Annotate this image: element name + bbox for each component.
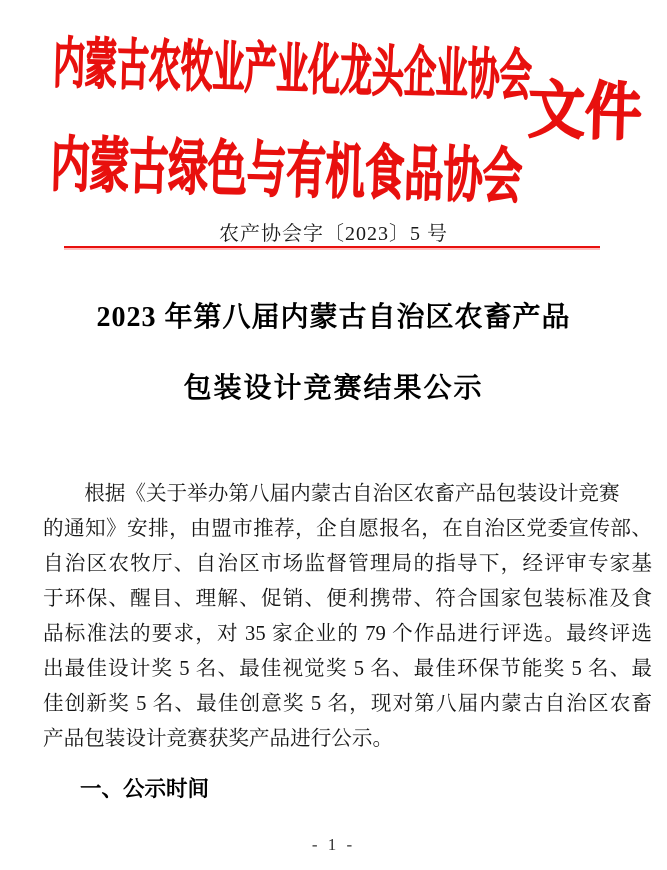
document-title: [0, 303, 667, 404]
body-line: 于环保、醒目、理解、促销、便利携带、符合国家包装标准及食: [43, 588, 652, 610]
page-number: - 1 -: [311, 835, 356, 854]
section-heading: 一、公示时间: [80, 777, 210, 801]
body-line: 自治区农牧厅、自治区市场监督管理局的指导下，经评审专家基: [43, 553, 652, 575]
org-name-line1: 内蒙古农牧业产业化龙头企业协会: [52, 33, 533, 107]
red-separator-line: [64, 246, 600, 248]
title-line-2: 包装设计竞赛结果公示: [183, 373, 484, 404]
letterhead: [49, 33, 663, 227]
title-line-1: 2023 年第八届内蒙古自治区农畜产品: [96, 302, 571, 333]
body-line: 出最佳设计奖 5 名、最佳视觉奖 5 名、最佳环保节能奖 5 名、最: [43, 658, 652, 680]
doc-type-label: 文件: [527, 75, 643, 149]
org-name-line2: 内蒙古绿色与有机食品协会: [49, 131, 523, 211]
body-line: 根据《关于举办第八届内蒙古自治区农畜产品包装设计竞赛: [84, 483, 620, 505]
body-paragraph: [43, 477, 652, 757]
body-line: 的通知》安排，由盟市推荐，企自愿报名，在自治区党委宣传部、: [43, 518, 652, 540]
body-line: 产品包装设计竞赛获奖产品进行公示。: [43, 728, 394, 750]
document-number: 农产协会字〔2023〕5 号: [219, 223, 448, 245]
body-line: 品标准法的要求，对 35 家企业的 79 个作品进行评选。最终评选: [43, 623, 652, 645]
body-line: 佳创新奖 5 名、最佳创意奖 5 名，现对第八届内蒙古自治区农畜: [43, 693, 652, 715]
